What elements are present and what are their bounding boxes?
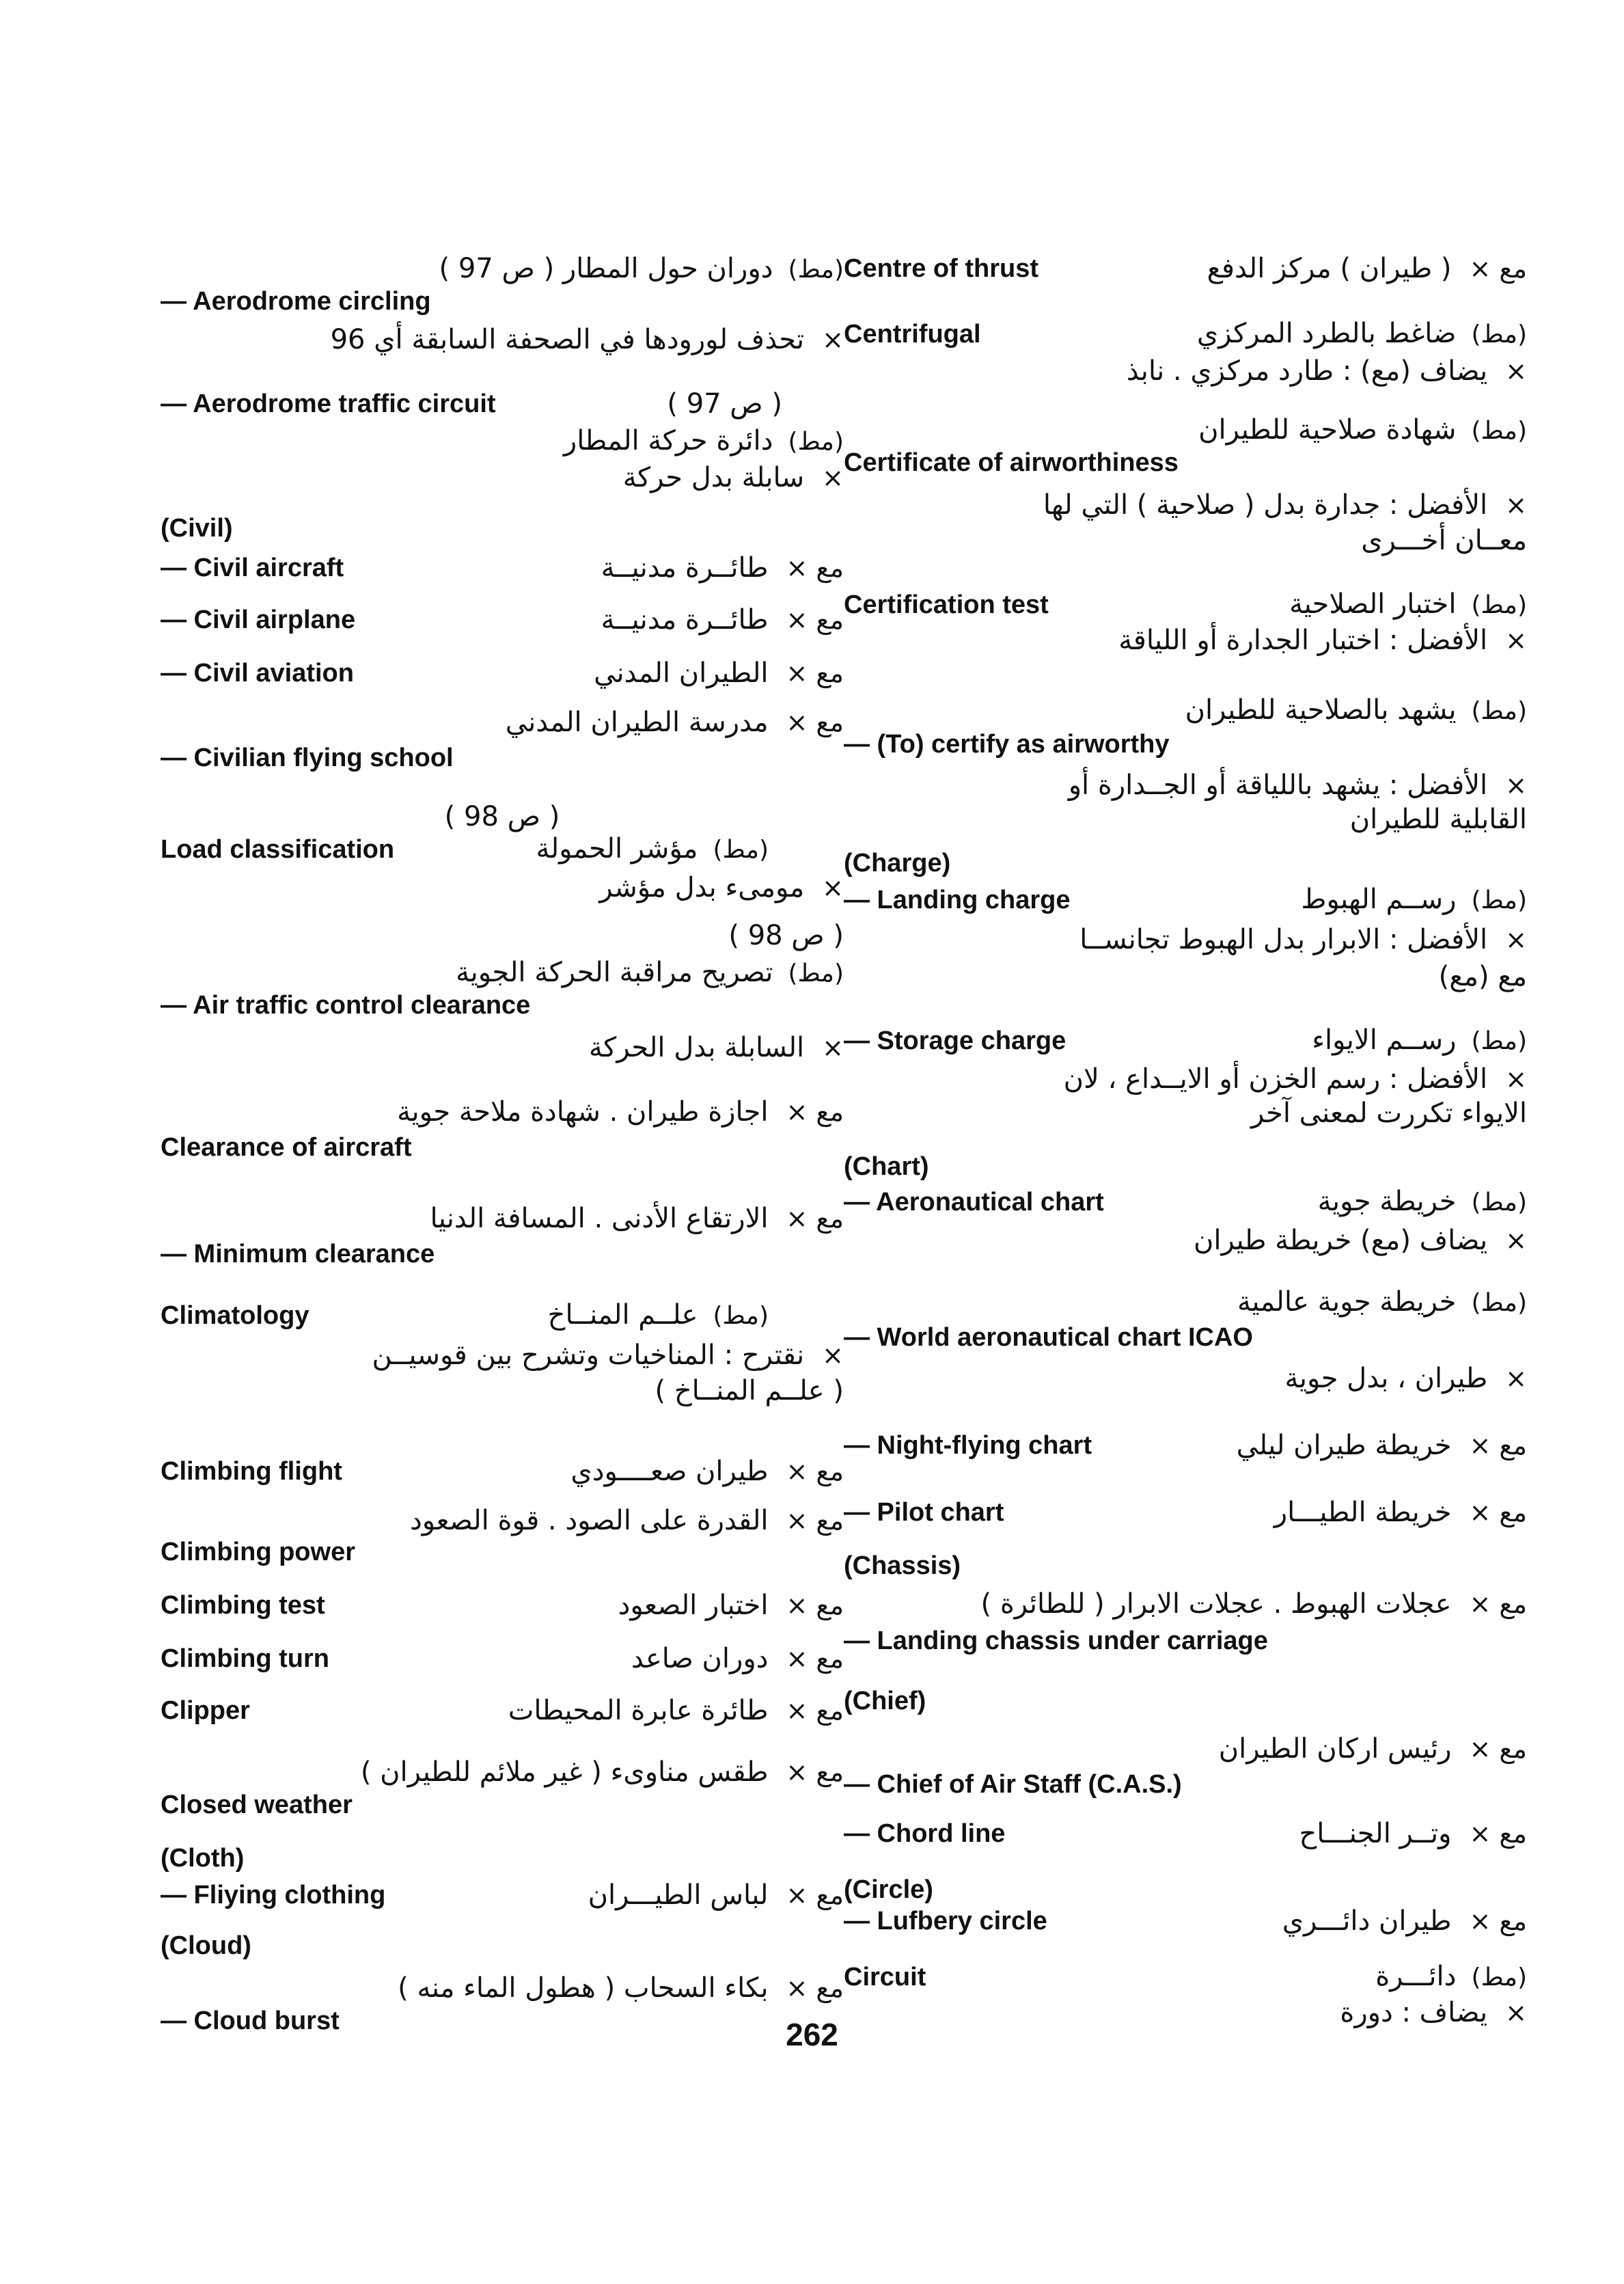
entry-note: ×الأفضل : جدارة بدل ( صلاحية ) التي لها bbox=[1043, 489, 1527, 521]
entry-note-cont: ( علــم المنــاخ ) bbox=[655, 1375, 844, 1406]
group-heading: (Civil) bbox=[161, 514, 233, 543]
entry-arabic: مع ×رئيس اركان الطيران bbox=[1218, 1733, 1527, 1765]
page-ref: ( ص 98 ) bbox=[444, 801, 560, 832]
entry-note: ×نقترح : المناخيات وتشرح بين قوسيــن bbox=[372, 1340, 844, 1371]
entry-english: Certificate of airworthiness bbox=[844, 448, 1179, 477]
entry-note-cont: الايواء تكررت لمعنى آخر bbox=[1251, 1098, 1527, 1129]
entry-row: Certification test (مط)اختبار الصلاحية bbox=[844, 588, 1527, 620]
group-heading: (Charge) bbox=[844, 849, 951, 878]
entry-arabic: مع ×القدرة على الصود . قوة الصعود bbox=[409, 1505, 844, 1536]
entry-row: — Night-flying chart مع ×خريطة طيران ليلي bbox=[844, 1430, 1527, 1461]
entry-note: ×يضاف : دورة bbox=[1340, 1997, 1527, 2028]
entry-english: — Landing chassis under carriage bbox=[844, 1627, 1268, 1655]
entry-arabic: (مط)تصريح مراقبة الحركة الجوية bbox=[456, 957, 844, 988]
entry-english: — World aeronautical chart ICAO bbox=[844, 1323, 1253, 1352]
entry-english: — Minimum clearance bbox=[161, 1240, 435, 1268]
entry-arabic: (مط)شهادة صلاحية للطيران bbox=[1198, 414, 1527, 446]
entry-note: ×طيران ، بدل جوية bbox=[1284, 1363, 1527, 1394]
entry-english: — Cloud burst bbox=[161, 2007, 340, 2035]
page-ref: ( ص 98 ) bbox=[728, 920, 844, 951]
group-heading: (Circle) bbox=[844, 1875, 933, 1904]
entry-note: ×سابلة بدل حركة bbox=[622, 462, 844, 493]
entry-row: — Landing charge (مط)رســم الهبوط bbox=[844, 884, 1527, 915]
entry-arabic: (مط)دائرة حركة المطار bbox=[563, 425, 844, 457]
entry-note: ×السابلة بدل الحركة bbox=[588, 1032, 844, 1063]
entry-row: — Civil airplane مع ×طائــرة مدنيــة bbox=[161, 604, 844, 636]
entry-arabic: مع ×طقس مناوىء ( غير ملائم للطيران ) bbox=[360, 1756, 844, 1788]
entry-row: — Lufbery circle مع ×طيران دائـــري bbox=[844, 1905, 1527, 1937]
entry-row: — Civil aviation مع ×الطيران المدني bbox=[161, 657, 844, 689]
entry-row: Climbing test مع ×اختبار الصعود bbox=[161, 1590, 844, 1621]
entry-note: ×الأفضل : يشهد باللياقة أو الجــدارة أو bbox=[1068, 770, 1527, 801]
entry-arabic: مع ×الارتقاع الأدنى . المسافة الدنيا bbox=[430, 1203, 844, 1234]
entry-row: — Chord line مع ×وتــر الجنـــاح bbox=[844, 1818, 1527, 1849]
entry-row: Climbing flight مع ×طيران صعــــودي bbox=[161, 1456, 844, 1487]
entry-note: ×يضاف (مع) خريطة طيران bbox=[1193, 1225, 1527, 1256]
entry-row: Circuit (مط)دائـــرة bbox=[844, 1961, 1527, 1992]
entry-arabic: مع ×مدرسة الطيران المدني bbox=[505, 707, 844, 738]
entry-row: Centre of thrust مع ×( طيران ) مركز الدفع bbox=[844, 253, 1527, 284]
entry-row: Climatology (مط)علــم المنــاخ bbox=[161, 1299, 769, 1331]
entry-note: ×مومىء بدل مؤشر bbox=[599, 872, 844, 903]
entry-english: — Civilian flying school bbox=[161, 744, 454, 772]
entry-note: ×الأفضل : رسم الخزن أو الايــداع ، لان bbox=[1063, 1063, 1527, 1095]
entry-note: ×يضاف (مع) : طارد مركزي . نابذ bbox=[1126, 355, 1527, 387]
entry-arabic: (مط)دوران حول المطار ( ص 97 ) bbox=[439, 253, 844, 284]
entry-note-cont: القابلية للطيران bbox=[1349, 804, 1527, 835]
entry-english: — Air traffic control clearance bbox=[161, 991, 531, 1020]
group-heading: (Cloth) bbox=[161, 1844, 245, 1873]
entry-row: — Storage charge (مط)رســم الايواء bbox=[844, 1024, 1527, 1056]
entry-arabic: مع ×بكاء السحاب ( هطول الماء منه ) bbox=[398, 1972, 844, 2004]
entry-note: ×تحذف لورودها في الصحفة السابقة أي 96 bbox=[330, 324, 844, 355]
page-number: 262 bbox=[786, 2017, 838, 2052]
group-heading: (Chassis) bbox=[844, 1551, 961, 1580]
group-heading: (Cloud) bbox=[161, 1931, 251, 1960]
entry-row: — Aerodrome traffic circuit ( ص 97 ) bbox=[161, 388, 782, 420]
entry-row: — Civil aircraft مع ×طائــرة مدنيــة bbox=[161, 552, 844, 584]
entry-row: Climbing turn مع ×دوران صاعد bbox=[161, 1643, 844, 1674]
entry-row: Centrifugal (مط)ضاغط بالطرد المركزي bbox=[844, 318, 1527, 349]
entry-note-cont: مع (مع) bbox=[1438, 961, 1527, 992]
entry-english: — Chief of Air Staff (C.A.S.) bbox=[844, 1770, 1182, 1799]
entry-note: ×الأفضل : اختبار الجدارة أو اللياقة bbox=[1118, 625, 1527, 656]
entry-english: — (To) certify as airworthy bbox=[844, 730, 1170, 759]
entry-english: Climbing power bbox=[161, 1538, 355, 1566]
entry-row: Clipper مع ×طائرة عابرة المحيطات bbox=[161, 1695, 844, 1726]
entry-row: — Fliying clothing مع ×لباس الطيـــران bbox=[161, 1879, 844, 1911]
entry-arabic: (مط)يشهد بالصلاحية للطيران bbox=[1185, 694, 1527, 726]
entry-row: — Pilot chart مع ×خريطة الطيـــار bbox=[844, 1497, 1527, 1528]
entry-arabic: مع ×عجلات الهبوط . عجلات الابرار ( للطائرة ) bbox=[980, 1588, 1527, 1620]
entry-english: Clearance of aircraft bbox=[161, 1133, 412, 1162]
entry-arabic: مع ×اجازة طيران . شهادة ملاحة جوية bbox=[397, 1096, 844, 1128]
entry-note: ×الأفضل : الابرار بدل الهبوط تجانســا bbox=[1079, 924, 1527, 955]
group-heading: (Chief) bbox=[844, 1687, 926, 1715]
entry-english: — Aerodrome circling bbox=[161, 287, 431, 316]
entry-row: Load classification (مط)مؤشر الحمولة bbox=[161, 833, 769, 865]
entry-row: — Aeronautical chart (مط)خريطة جوية bbox=[844, 1186, 1527, 1217]
entry-english: Closed weather bbox=[161, 1791, 353, 1819]
entry-note-cont: معــان أخـــرى bbox=[1361, 525, 1527, 556]
entry-arabic: (مط)خريطة جوية عالمية bbox=[1237, 1286, 1527, 1318]
group-heading: (Chart) bbox=[844, 1152, 929, 1181]
